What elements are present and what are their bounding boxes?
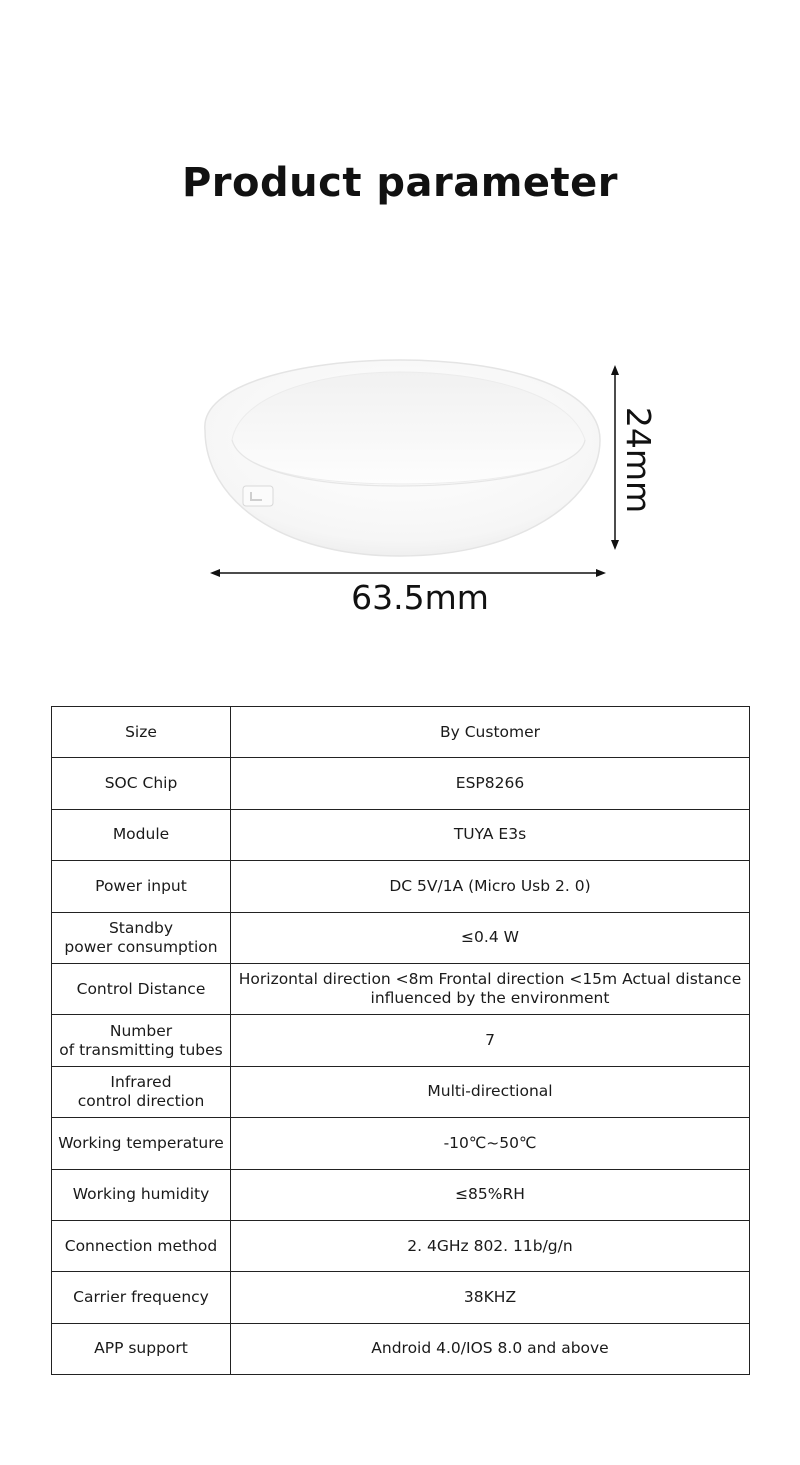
spec-table: [51, 706, 750, 1375]
table-row: [52, 1220, 750, 1271]
spec-label: Working humidity: [52, 1169, 231, 1220]
table-row: [52, 1169, 750, 1220]
table-row: [52, 707, 750, 758]
spec-value: Android 4.0/IOS 8.0 and above: [231, 1323, 750, 1374]
table-row: [52, 758, 750, 809]
spec-value: ≤85%RH: [231, 1169, 750, 1220]
spec-table-body: [52, 707, 750, 1375]
spec-label: Connection method: [52, 1220, 231, 1271]
spec-label: Power input: [52, 861, 231, 912]
page-title: Product parameter: [181, 160, 619, 206]
spec-label: Infrared control direction: [52, 1066, 231, 1117]
table-row: [52, 1272, 750, 1323]
spec-label: APP support: [52, 1323, 231, 1374]
table-row: [52, 861, 750, 912]
spec-value: TUYA E3s: [231, 809, 750, 860]
usb-port-icon: [243, 486, 273, 506]
width-dimension-label: 63.5mm: [351, 578, 489, 617]
spec-value: 7: [231, 1015, 750, 1066]
spec-label: SOC Chip: [52, 758, 231, 809]
width-dimension-arrow: [210, 569, 606, 577]
table-row: [52, 963, 750, 1014]
spec-value: 2. 4GHz 802. 11b/g/n: [231, 1220, 750, 1271]
height-dimension-label: 24mm: [619, 406, 658, 514]
spec-label: Number of transmitting tubes: [52, 1015, 231, 1066]
spec-label: Carrier frequency: [52, 1272, 231, 1323]
spec-label: Module: [52, 809, 231, 860]
table-row: [52, 1066, 750, 1117]
table-row: [52, 1118, 750, 1169]
table-row: [52, 1323, 750, 1374]
spec-value: By Customer: [231, 707, 750, 758]
spec-label: Working temperature: [52, 1118, 231, 1169]
spec-value: Horizontal direction <8m Frontal direction <15m Actual distance influenced by the environment: [231, 963, 750, 1014]
spec-value: 38KHZ: [231, 1272, 750, 1323]
spec-label: Control Distance: [52, 963, 231, 1014]
table-row: [52, 912, 750, 963]
table-row: [52, 1015, 750, 1066]
spec-label: Standby power consumption: [52, 912, 231, 963]
spec-value: ESP8266: [231, 758, 750, 809]
spec-value: DC 5V/1A (Micro Usb 2. 0): [231, 861, 750, 912]
spec-value: -10℃~50℃: [231, 1118, 750, 1169]
spec-value: Multi-directional: [231, 1066, 750, 1117]
spec-value: ≤0.4 W: [231, 912, 750, 963]
spec-label: Size: [52, 707, 231, 758]
table-row: [52, 809, 750, 860]
